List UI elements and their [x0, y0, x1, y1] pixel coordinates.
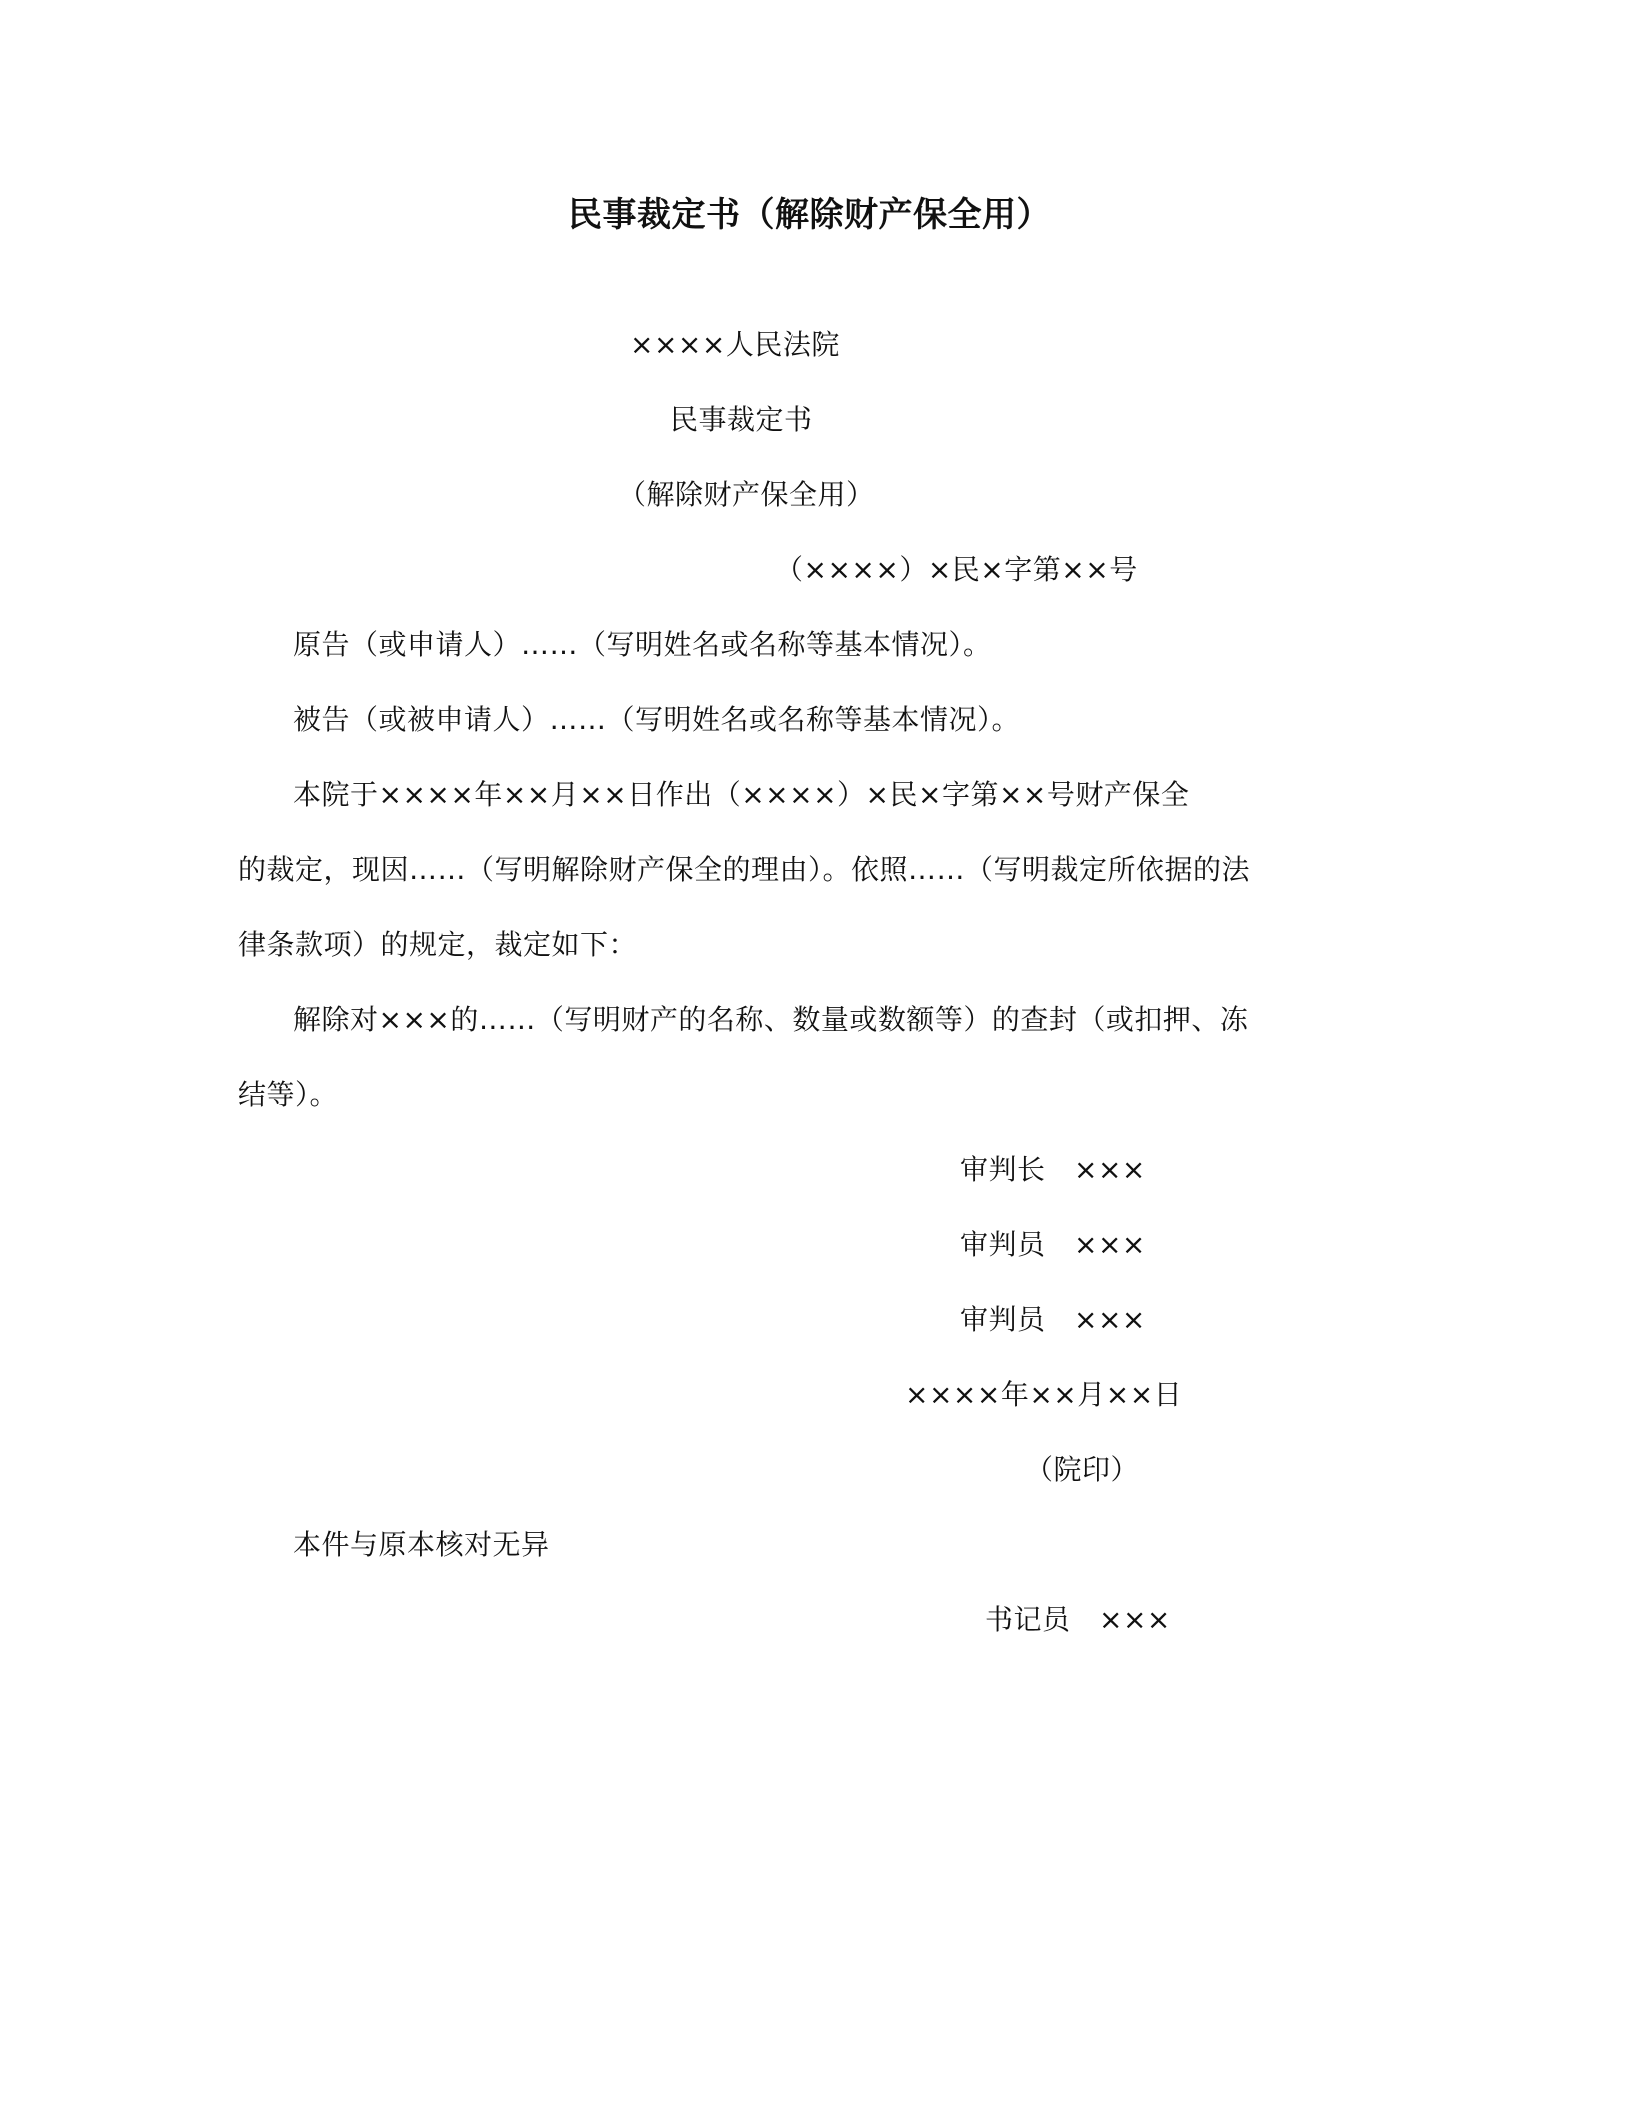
doc-type: 民事裁定书 [670, 403, 813, 436]
ruling-line: 结等）。 [238, 1078, 339, 1111]
clerk-signature: 书记员 ××× [985, 1603, 1171, 1636]
court-seal-label: （院印） [1025, 1453, 1140, 1486]
paragraph-line: 本院于××××年××月××日作出（××××）×民×字第××号财产保全 [293, 778, 1190, 811]
judge-signature: 审判员 ××× [960, 1228, 1146, 1261]
doc-subtype: （解除财产保全用） [618, 478, 875, 511]
defendant-line: 被告（或被申请人）……（写明姓名或名称等基本情况）。 [293, 703, 1021, 736]
judge-signature: 审判员 ××× [960, 1303, 1146, 1336]
chief-judge-signature: 审判长 ××× [960, 1153, 1146, 1186]
ruling-date: ××××年××月××日 [905, 1378, 1183, 1411]
verification-note: 本件与原本核对无异 [293, 1528, 550, 1561]
paragraph-line: 的裁定，现因……（写明解除财产保全的理由）。依照……（写明裁定所依据的法 [238, 853, 1251, 886]
case-number: （××××）×民×字第××号 [775, 553, 1138, 586]
ruling-line: 解除对×××的……（写明财产的名称、数量或数额等）的查封（或扣押、冻 [293, 1003, 1249, 1036]
document-title: 民事裁定书（解除财产保全用） [568, 195, 1051, 235]
paragraph-line: 律条款项）的规定，裁定如下： [238, 928, 638, 961]
plaintiff-line: 原告（或申请人）……（写明姓名或名称等基本情况）。 [293, 628, 992, 661]
court-name: ××××人民法院 [630, 328, 840, 361]
